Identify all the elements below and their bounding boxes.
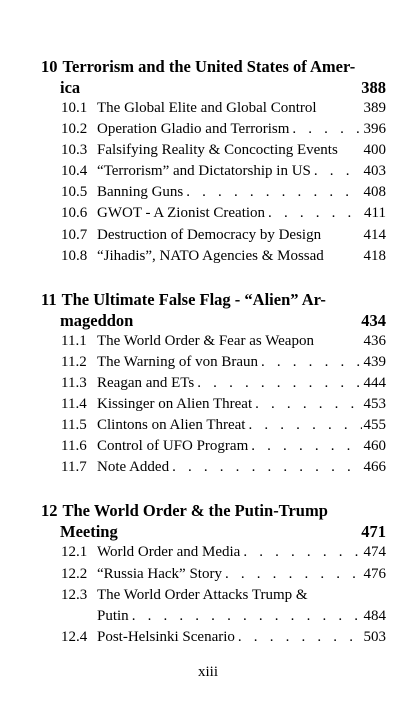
chapter-title-cont: ica xyxy=(60,78,81,97)
chapter-title: The World Order & the Putin-Trump xyxy=(62,501,328,521)
toc-entry[interactable]: 11.5 Clintons on Alien Threat . . . 455 xyxy=(41,415,386,436)
chapter-title-cont: mageddon xyxy=(60,310,134,330)
toc-entry[interactable]: 12.3 The World Order Attacks Trump & xyxy=(61,586,308,603)
toc-entry[interactable]: 11.1 The World Order & Fear as Weapon 436 xyxy=(61,332,386,349)
chapter-page: 434 xyxy=(361,310,386,330)
chapter-12 xyxy=(41,500,386,647)
chapter-page: 471 xyxy=(361,522,386,542)
chapter-10 xyxy=(41,56,386,267)
toc-entry[interactable]: 11.6 Control of UFO Program . . . 460 xyxy=(41,436,386,457)
toc-entry[interactable]: 10.5 Banning Guns . . . 408 xyxy=(41,182,386,203)
chapter-title: The Ultimate False Flag - “Alien” Ar- xyxy=(61,289,326,309)
toc-entry[interactable]: 10.3 Falsifying Reality & Concocting Events 400 xyxy=(61,142,386,159)
toc-entry[interactable]: 10.4 “Terrorism” and Dictatorship in US . . . 403 xyxy=(41,161,386,182)
chapter-11 xyxy=(41,289,386,479)
chapter-number: 11 xyxy=(41,289,57,309)
chapter-title: Terrorism and the United States of Amer- xyxy=(62,57,356,76)
toc-entry-continuation[interactable]: Putin . . . 484 xyxy=(41,606,386,627)
toc-entry[interactable]: 10.1 The Global Elite and Global Control 389 xyxy=(61,100,386,116)
chapter-title-cont: Meeting xyxy=(60,522,118,542)
toc-entry[interactable]: 11.7 Note Added . . . 466 xyxy=(41,457,386,478)
chapter-number: 12 xyxy=(41,501,58,521)
chapter-number: 10 xyxy=(41,57,58,76)
toc-entry[interactable]: 12.4 Post-Helsinki Scenario . . . 503 xyxy=(41,627,386,648)
table-of-contents xyxy=(41,56,386,670)
toc-entry[interactable]: 11.3 Reagan and ETs . . . 444 xyxy=(41,373,386,394)
chapter-heading xyxy=(41,500,386,542)
toc-entry[interactable]: 10.8 “Jihadis”, NATO Agencies & Mossad 418 xyxy=(61,247,386,264)
page-number: xiii xyxy=(197,664,218,680)
chapter-heading xyxy=(41,289,386,331)
toc-entry[interactable]: 10.7 Destruction of Democracy by Design 414 xyxy=(61,226,386,243)
toc-entry[interactable]: 12.1 World Order and Media . . . 474 xyxy=(41,542,386,563)
toc-entry[interactable]: 11.2 The Warning of von Braun . . . 439 xyxy=(41,352,386,373)
chapter-heading xyxy=(41,56,386,98)
toc-entry[interactable]: 10.2 Operation Gladio and Terrorism . . . 396 xyxy=(41,119,386,140)
toc-entry[interactable]: 11.4 Kissinger on Alien Threat . . . 453 xyxy=(41,394,386,415)
toc-entry[interactable]: 12.2 “Russia Hack” Story . . . 476 xyxy=(41,564,386,585)
toc-entry[interactable]: 10.6 GWOT - A Zionist Creation . . . 411 xyxy=(41,203,386,224)
chapter-page: 388 xyxy=(361,78,386,97)
